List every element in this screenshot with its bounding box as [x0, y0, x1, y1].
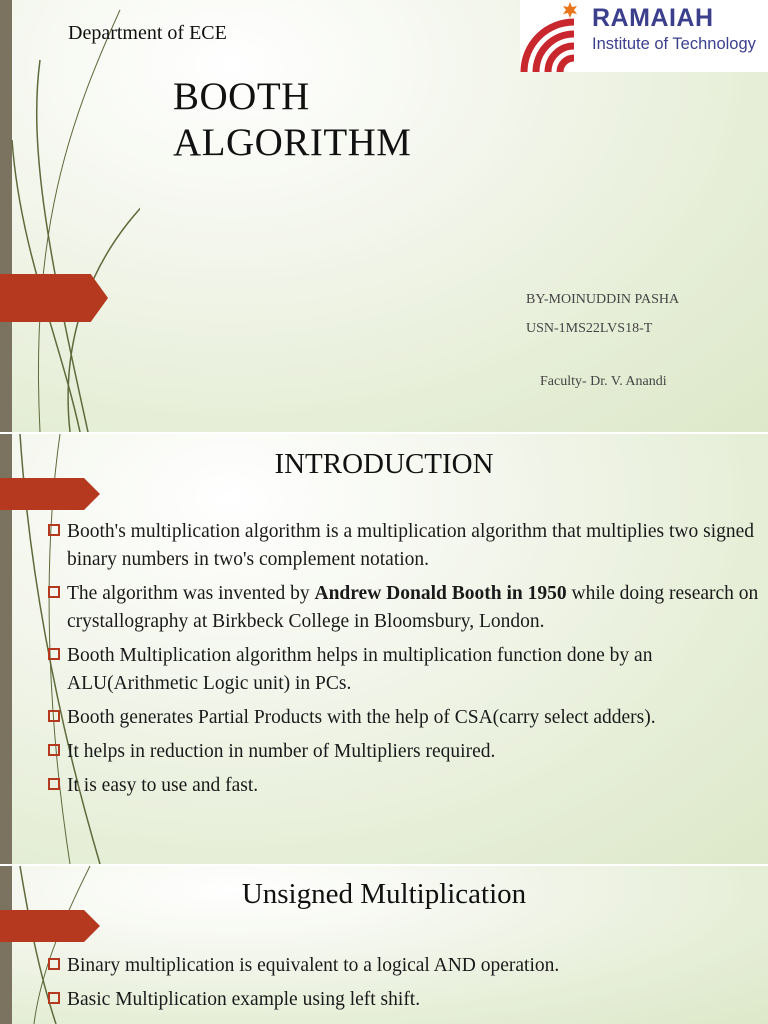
section-heading: Unsigned Multiplication	[241, 878, 527, 910]
institute-logo	[520, 0, 768, 72]
accent-tag	[0, 274, 108, 322]
title-slide	[0, 0, 768, 432]
faculty-label: Faculty- Dr. V. Anandi	[540, 374, 667, 389]
section-heading: INTRODUCTION	[274, 448, 494, 480]
title-line-2: ALGORITHM	[173, 121, 412, 164]
ramaiah-emblem-icon	[520, 0, 580, 72]
list-item: Booth's multiplication algorithm is a multiplication algorithm that multiplies two signed binary numbers in two's complement notation.	[46, 518, 768, 574]
list-item: Basic Multiplication example using left shift.	[46, 986, 768, 1014]
accent-tag	[0, 478, 100, 510]
hollow-square-bullet-icon	[48, 524, 60, 536]
list-item: Booth generates Partial Products with the help of CSA(carry select adders).	[46, 704, 768, 732]
hollow-square-bullet-icon	[48, 992, 60, 1004]
unsigned-multiplication-slide	[0, 866, 768, 1024]
page-title	[173, 74, 411, 166]
author-label: BY-MOINUDDIN PASHA	[526, 292, 680, 307]
highlight-text: Andrew Donald Booth in 1950	[314, 583, 567, 604]
hollow-square-bullet-icon	[48, 710, 60, 722]
hollow-square-bullet-icon	[48, 958, 60, 970]
list-item: Binary multiplication is equivalent to a logical AND operation.	[46, 952, 768, 980]
hollow-square-bullet-icon	[48, 586, 60, 598]
bullet-list	[46, 518, 768, 806]
introduction-slide	[0, 434, 768, 864]
title-line-1: BOOTH	[173, 75, 310, 118]
decorative-curves	[0, 0, 140, 432]
list-item: It is easy to use and fast.	[46, 772, 768, 800]
accent-tag	[0, 910, 100, 942]
slide-edge-bar	[0, 0, 12, 432]
bullet-list	[46, 952, 768, 1020]
hollow-square-bullet-icon	[48, 744, 60, 756]
logo-subtitle: Institute of Technology	[592, 35, 756, 53]
logo-name: RAMAIAH	[592, 4, 714, 32]
list-item: The algorithm was invented by Andrew Donald Booth in 1950 while doing research on crystallography at Birkbeck College in Bloomsbury, London.	[46, 580, 768, 636]
list-item: It helps in reduction in number of Multipliers required.	[46, 738, 768, 766]
hollow-square-bullet-icon	[48, 778, 60, 790]
list-item: Booth Multiplication algorithm helps in multiplication function done by an ALU(Arithmetic Logic unit) in PCs.	[46, 642, 768, 698]
usn-label: USN-1MS22LVS18-T	[526, 321, 653, 336]
department-label: Department of ECE	[68, 22, 227, 44]
hollow-square-bullet-icon	[48, 648, 60, 660]
